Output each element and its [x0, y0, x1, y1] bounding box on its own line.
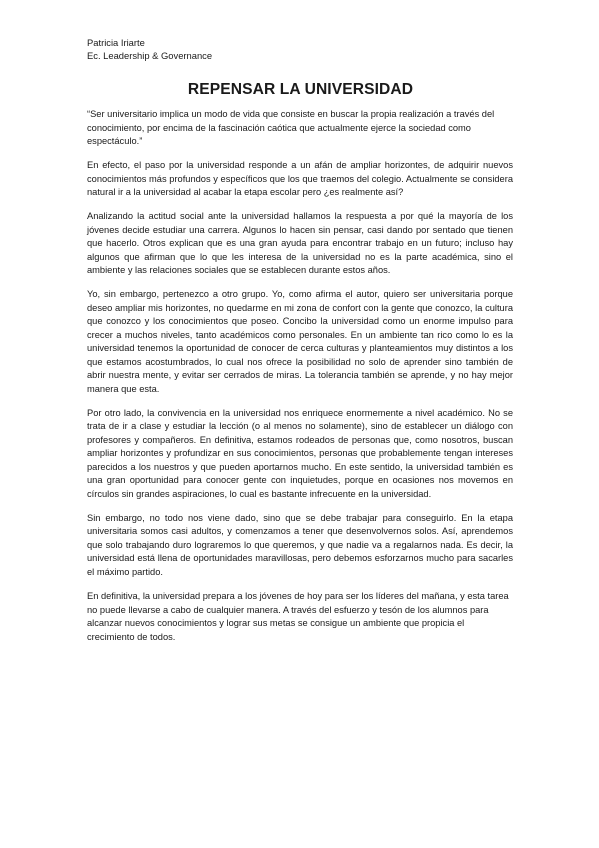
author-name: Patricia Iriarte: [87, 37, 145, 48]
document-title: REPENSAR LA UNIVERSIDAD: [187, 81, 414, 98]
paragraph-conclusion: En definitiva, la universidad prepara a los jóvenes de hoy para ser los líderes del mañana, y esta tarea no puede llevarse a cabo de cualquier manera. A través del esfuerzo y tesón de los alumnos para alcanzar nuevos conocimientos y lograr sus metas se consigue un ambiente que propicia el crecimiento de todos.: [87, 591, 509, 642]
paragraph: Analizando la actitud social ante la universidad hallamos la respuesta a por qué la mayoría de los jóvenes decide estudiar una carrera. Algunos lo hacen sin pensar, casi dando por sentado que tienen que hacerlo. Otros explican que es una gran ayuda para encontrar trabajo en un futuro; incluso hay algunos que afirman que lo que les interesa de la universidad no es la parte académica, sino el ambiente y las relaciones sociales que se establecen durante estos años.: [87, 211, 513, 276]
paragraph: Por otro lado, la convivencia en la universidad nos enriquece enormemente a nivel académico. No se trata de ir a clase y estudiar la lección (o al menos no solamente), sino de establecer un diálogo con profesores y compañeros. En definitiva, estamos rodeados de personas que, como nosotros, buscan ampliar horizontes y profundizar en sus conocimientos, personas que probablemente tengan intereses parecidos a los nuestros y que pueden aportarnos mucho. En este sentido, la universidad también es una gran oportunidad para conocer gente con inquietudes, porque en ocasiones nos movemos en círculos sin grandes aspiraciones, lo cual es bastante infrecuente en la universidad.: [87, 407, 513, 499]
paragraph-quote: “Ser universitario implica un modo de vida que consiste en buscar la propia realización a través del conocimiento, por encima de la fascinación caótica que actualmente ejerce la sociedad como espectáculo.”: [87, 109, 495, 146]
paragraph: En efecto, el paso por la universidad responde a un afán de ampliar horizontes, de adquirir nuevos conocimientos más profundos y específicos que los que traemos del colegio. Actualmente se considera natural ir a la universidad al acabar la etapa escolar pero ¿es realmente así?: [87, 160, 513, 198]
paragraph: Sin embargo, no todo nos viene dado, sino que se debe trabajar para conseguirlo. En la etapa universitaria somos casi adultos, y comenzamos a tener que desenvolvernos solos. Así, aprendemos que solo trabajando duro lograremos lo que queremos, y que nadie va a regalarnos nada. Es decir, la universidad está llena de oportunidades maravillosas, pero debemos esforzarnos mucho para sacarles el máximo partido.: [87, 512, 513, 577]
paragraph: Yo, sin embargo, pertenezco a otro grupo. Yo, como afirma el autor, quiero ser universitaria porque deseo ampliar mis horizontes, no quedarme en mi zona de confort con la gente que conozco, la cultura que conozco y los conocimientos que poseo. Concibo la universidad como un enorme impulso para crecer a muchos niveles, tanto académicos como personales. En un ambiente tan rico como lo es la universidad tenemos la oportunidad de conocer de cerca culturas y planteamientos muy distintos a los que estamos acostumbrados, lo cual nos ofrece la posibilidad no solo de aprender sino también de abrir nuestra mente, y evitar ser cerrados de miras. La tolerancia también se aprende, y no hay mejor manera que esta.: [87, 289, 513, 394]
document-header: [87, 37, 212, 62]
course-name: Ec. Leadership & Governance: [87, 49, 213, 61]
document-body: [87, 108, 513, 655]
